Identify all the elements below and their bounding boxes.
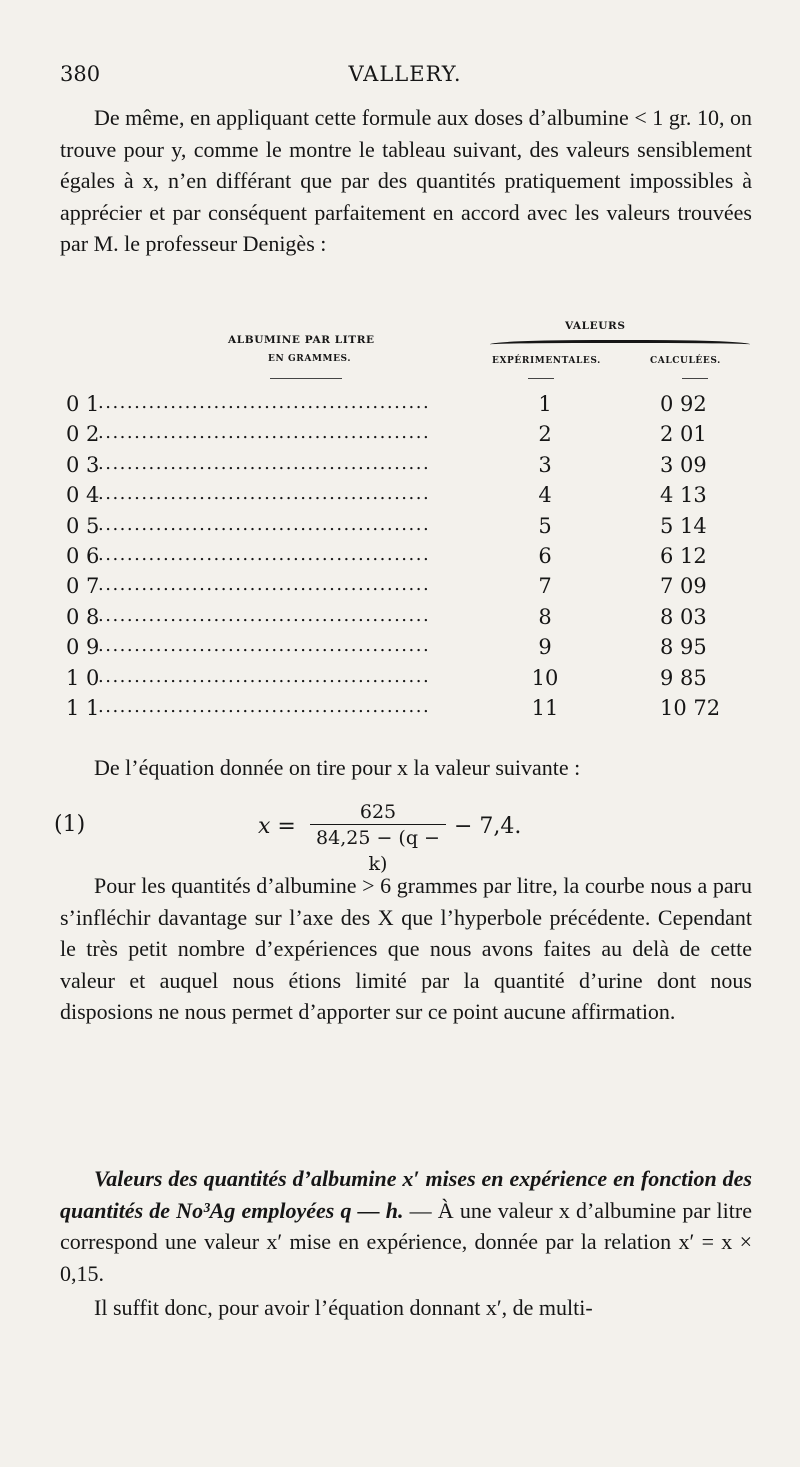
col-calc-header: CALCULÉES.	[650, 356, 721, 366]
equation-lhs: x =	[258, 814, 296, 839]
table-row	[60, 483, 760, 513]
table-row	[60, 514, 760, 544]
leader-dots: ..............................................	[98, 513, 431, 535]
col-exp-header: EXPÉRIMENTALES.	[492, 356, 601, 366]
experimental-value-cell: 4	[538, 483, 552, 508]
dose-cell: 1 0	[66, 665, 100, 690]
equation-fraction	[308, 800, 448, 877]
dose-cell: 0 3	[66, 452, 100, 477]
dose-cell: 0 4	[66, 483, 100, 508]
table-row	[60, 422, 760, 452]
equation-intro: De l’équation donnée on tire pour x la valeur suivante :	[94, 755, 581, 780]
dose-cell: 0 5	[66, 513, 100, 538]
calculated-value-cell: 2 01	[660, 422, 707, 447]
table-header	[60, 316, 760, 376]
calculated-value-cell: 7 09	[660, 574, 707, 599]
dose-cell: 0 2	[66, 422, 100, 447]
header-rules	[60, 378, 760, 384]
figure-caption	[60, 1163, 752, 1289]
col-dose-subheader: EN GRAMMES.	[268, 354, 352, 364]
experimental-value-cell: 9	[538, 635, 552, 660]
experimental-value-cell: 2	[538, 422, 552, 447]
dose-cell: 0 6	[66, 544, 100, 568]
page-header	[60, 62, 750, 92]
experimental-value-cell: 1	[538, 392, 552, 416]
table-row	[60, 635, 760, 665]
table-row	[60, 544, 760, 574]
dose-cell: 0 7	[66, 574, 100, 599]
paragraph-final: Il suffit donc, pour avoir l’équation donnant x′, de multi-	[94, 1295, 593, 1320]
equation-numerator: 625	[359, 801, 397, 823]
leader-dots: ..............................................	[98, 665, 431, 687]
dose-cell: 1 1	[66, 696, 100, 720]
leader-dots: ..............................................	[98, 392, 431, 413]
equation-denominator: 84,25 − (q − k)	[316, 827, 440, 875]
equation	[258, 800, 598, 875]
table-row	[60, 666, 760, 696]
equation-label: (1)	[54, 812, 86, 837]
leader-dots: ..............................................	[98, 696, 431, 717]
experimental-value-cell: 11	[531, 696, 559, 720]
leader-dots: ..............................................	[98, 483, 431, 505]
caption-rest: — À une valeur x d’albumine par litre correspond une valeur x′ mise en expérience, donnée par la relation x′ = x × 0,15.	[60, 1197, 752, 1286]
leader-dots: ..............................................	[98, 604, 431, 626]
rule-dose	[270, 378, 342, 379]
calculated-value-cell: 10 72	[660, 696, 721, 720]
col-group-header: VALEURS	[565, 320, 626, 332]
col-dose-header: ALBUMINE PAR LITRE	[228, 334, 375, 346]
leader-dots: ..............................................	[98, 544, 431, 565]
table-row	[60, 696, 760, 726]
calculated-value-cell: 3 09	[660, 452, 707, 477]
header-brace	[490, 340, 750, 351]
experimental-value-cell: 5	[538, 513, 552, 538]
experimental-value-cell: 10	[531, 665, 559, 690]
table-row	[60, 453, 760, 483]
running-title: VALLERY.	[348, 62, 462, 86]
dose-cell: 0 9	[66, 635, 100, 660]
rule-exp	[528, 378, 554, 379]
leader-dots: ..............................................	[98, 574, 431, 596]
calculated-value-cell: 6 12	[660, 544, 707, 568]
experimental-value-cell: 8	[538, 604, 552, 629]
calculated-value-cell: 5 14	[660, 513, 707, 538]
calculated-value-cell: 8 95	[660, 635, 707, 660]
equation-tail: − 7,4.	[454, 814, 522, 839]
leader-dots: ..............................................	[98, 452, 431, 474]
experimental-value-cell: 6	[538, 544, 552, 568]
table-row	[60, 574, 760, 604]
caption-italic: Valeurs des quantités d’albumine x′ mises en expérience en fonction des quantités de No³Ag employées q — h.	[60, 1166, 752, 1223]
calculated-value-cell: 9 85	[660, 665, 707, 690]
dose-cell: 0 1	[66, 392, 100, 416]
calculated-value-cell: 0 92	[660, 392, 707, 416]
paragraph-intro: De même, en appliquant cette formule aux doses d’albumine < 1 gr. 10, on trouve pour y, comme le montre le tableau suivant, des valeurs sensiblement égales à x, n’en différant que par des quantités pratiquement impossibles à apprécier et par conséquent parfaitement en accord avec les valeurs trouvées par M. le professeur Denigès :	[60, 105, 752, 256]
experimental-value-cell: 7	[538, 574, 552, 599]
paragraph-curve: Pour les quantités d’albumine > 6 grammes par litre, la courbe nous a paru s’infléchir davantage sur l’axe des X que l’hyperbole précédente. Cependant le très petit nombre d’expériences que nous avons faites au delà de cette valeur et auquel nous étions limité par la quantité d’urine dont nous disposions ne nous permet d’apporter sur ce point aucune affirmation.	[60, 873, 752, 1024]
leader-dots: ..............................................	[98, 635, 431, 657]
leader-dots: ..............................................	[98, 422, 431, 444]
calculated-value-cell: 4 13	[660, 483, 707, 508]
dose-cell: 0 8	[66, 604, 100, 629]
experimental-value-cell: 3	[538, 452, 552, 477]
calculated-value-cell: 8 03	[660, 604, 707, 629]
table-row	[60, 605, 760, 635]
table-row	[60, 392, 760, 422]
page-number: 380	[60, 62, 101, 86]
rule-calc	[682, 378, 708, 379]
